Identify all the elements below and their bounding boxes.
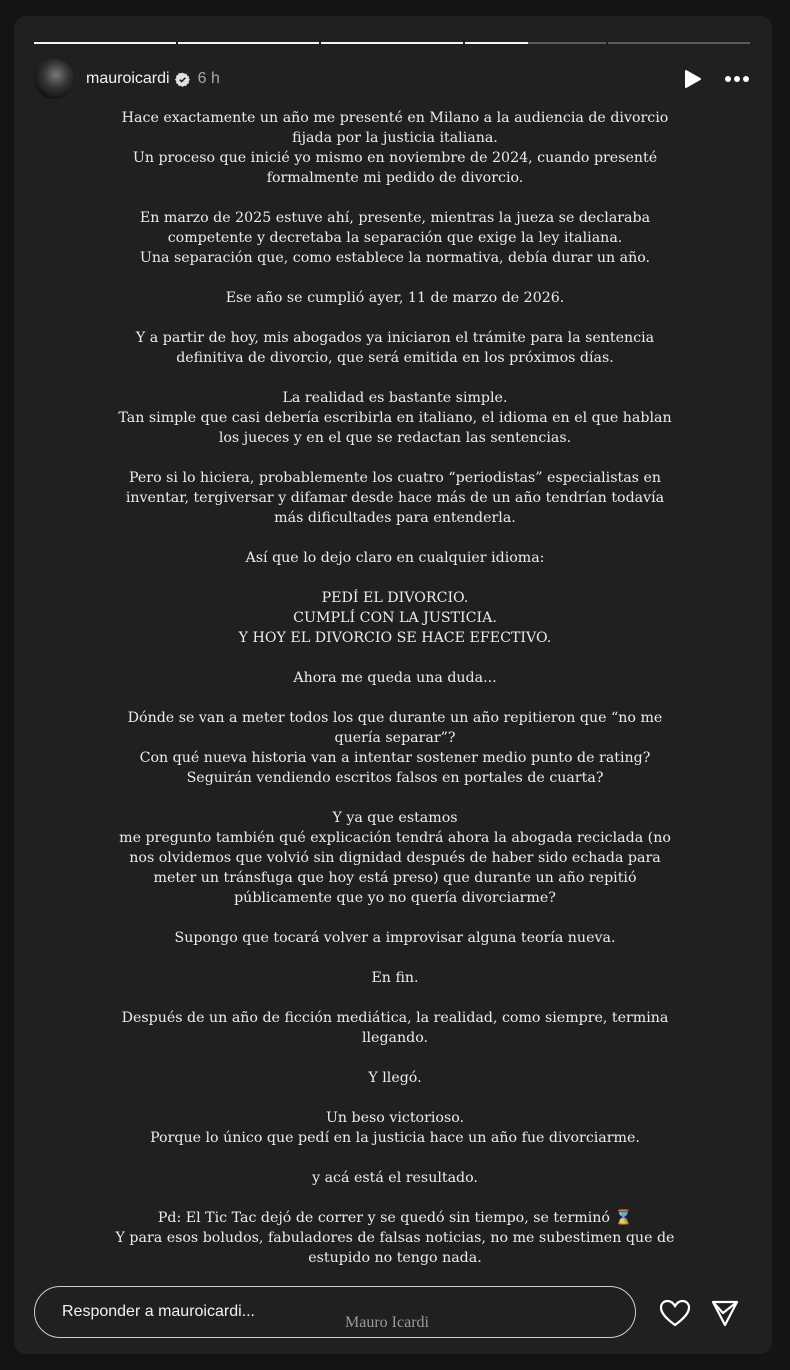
story-line: formalmente mi pedido de divorcio. bbox=[266, 170, 524, 186]
story-line: CUMPLÍ CON LA JUSTICIA. bbox=[293, 610, 497, 626]
story-paragraph bbox=[40, 928, 750, 948]
story-line: Después de un año de ficción mediática, la realidad, como siempre, termina bbox=[121, 1010, 669, 1026]
story-line: Dónde se van a meter todos los que durante un año repitieron que “no me bbox=[127, 710, 663, 726]
play-icon[interactable] bbox=[684, 69, 702, 89]
story-line: Y a partir de hoy, mis abogados ya iniciaron el trámite para la sentencia bbox=[135, 330, 655, 346]
story-line: Un beso victorioso. bbox=[325, 1110, 465, 1126]
story-line: En fin. bbox=[371, 970, 419, 986]
story-progress-bars bbox=[34, 42, 750, 44]
story-paragraph bbox=[40, 388, 750, 448]
story-paragraph bbox=[40, 808, 750, 908]
story-paragraph bbox=[40, 1068, 750, 1088]
story-paragraph bbox=[40, 1168, 750, 1188]
reply-placeholder: Responder a mauroicardi... bbox=[62, 1303, 255, 1320]
story-line: Y HOY EL DIVORCIO SE HACE EFECTIVO. bbox=[238, 630, 552, 646]
story-line: Seguirán vendiendo escritos falsos en portales de cuarta? bbox=[186, 770, 604, 786]
story-line: Una separación que, como establece la normativa, debía durar un año. bbox=[139, 250, 651, 266]
story-line: Supongo que tocará volver a improvisar alguna teoría nueva. bbox=[174, 930, 616, 946]
story-line: fijada por la justicia italiana. bbox=[292, 130, 498, 146]
story-paragraph bbox=[40, 548, 750, 568]
story-line: nos olvidemos que volvió sin dignidad después de haber sido echada para bbox=[129, 850, 661, 866]
story-line: quería separar”? bbox=[334, 730, 456, 746]
reply-input[interactable] bbox=[34, 1286, 636, 1338]
story-line: La realidad es bastante simple. bbox=[282, 390, 508, 406]
story-line: públicamente que yo no quería divorciarme? bbox=[234, 890, 556, 906]
story-paragraph bbox=[40, 668, 750, 688]
story-paragraph bbox=[40, 1108, 750, 1148]
story-header bbox=[34, 59, 750, 99]
story-paragraph bbox=[40, 1208, 750, 1268]
story-line: competente y decretaba la separación que exige la ley italiana. bbox=[167, 230, 623, 246]
progress-segment bbox=[34, 42, 176, 44]
story-line: Así que lo dejo claro en cualquier idioma: bbox=[245, 550, 545, 566]
story-line: Porque lo único que pedí en la justicia hace un año fue divorciarme. bbox=[150, 1130, 640, 1146]
story-line: me pregunto también qué explicación tendrá ahora la abogada reciclada (no bbox=[119, 830, 671, 846]
avatar[interactable] bbox=[34, 59, 74, 99]
progress-fill bbox=[465, 42, 529, 44]
watermark: Mauro Icardi bbox=[345, 1314, 429, 1331]
post-time: 6 h bbox=[197, 70, 220, 87]
story-line: y acá está el resultado. bbox=[312, 1170, 478, 1186]
story-paragraph bbox=[40, 968, 750, 988]
story-paragraph bbox=[40, 208, 750, 268]
story-line: meter un tránsfuga que hoy está preso) que durante un año repitió bbox=[153, 870, 637, 886]
story-line: Y para esos boludos, fabuladores de falsas noticias, no me subestimen que de bbox=[115, 1230, 675, 1246]
progress-fill bbox=[321, 42, 463, 44]
send-share-icon[interactable] bbox=[710, 1298, 740, 1328]
progress-segment bbox=[321, 42, 463, 44]
more-options-icon[interactable] bbox=[724, 75, 750, 83]
like-heart-icon[interactable] bbox=[659, 1298, 691, 1328]
story-line: llegando. bbox=[361, 1030, 429, 1046]
username[interactable]: mauroicardi bbox=[86, 70, 170, 87]
story-line: Hace exactamente un año me presenté en Milano a la audiencia de divorcio bbox=[121, 110, 669, 126]
progress-fill bbox=[34, 42, 176, 44]
story-line: más dificultades para entenderla. bbox=[274, 510, 516, 526]
story-line: definitiva de divorcio, que será emitida en los próximos días. bbox=[176, 350, 614, 366]
story-line: inventar, tergiversar y difamar desde hace más de un año tendrían todavía bbox=[125, 490, 665, 506]
verified-badge-icon bbox=[175, 72, 190, 87]
story-paragraph bbox=[40, 588, 750, 648]
story-line: PEDÍ EL DIVORCIO. bbox=[321, 590, 469, 606]
story-line: Tan simple que casi debería escribirla en italiano, el idioma en el que hablan bbox=[118, 410, 672, 426]
story-paragraph bbox=[40, 468, 750, 528]
progress-segment bbox=[608, 42, 750, 44]
story-line: Y llegó. bbox=[368, 1070, 422, 1086]
story-line: Con qué nueva historia van a intentar sostener medio punto de rating? bbox=[139, 750, 651, 766]
story-text bbox=[40, 108, 750, 1288]
progress-fill bbox=[178, 42, 320, 44]
story-line: estupido no tengo nada. bbox=[308, 1250, 482, 1266]
story-line: Pd: El Tic Tac dejó de correr y se quedó sin tiempo, se terminó ⌛ bbox=[157, 1210, 633, 1226]
story-paragraph bbox=[40, 288, 750, 308]
story-paragraph bbox=[40, 108, 750, 188]
story-line: Pero si lo hiciera, probablemente los cuatro “periodistas” especialistas en bbox=[128, 470, 661, 486]
progress-segment bbox=[178, 42, 320, 44]
story-line: Ahora me queda una duda... bbox=[293, 670, 497, 686]
story-line: Y ya que estamos bbox=[332, 810, 458, 826]
story-line: los jueces y en el que se redactan las sentencias. bbox=[218, 430, 572, 446]
story-line: Un proceso que inicié yo mismo en noviembre de 2024, cuando presenté bbox=[132, 150, 658, 166]
story-paragraph bbox=[40, 1008, 750, 1048]
story-line: Ese año se cumplió ayer, 11 de marzo de 2026. bbox=[225, 290, 565, 306]
story-line: En marzo de 2025 estuve ahí, presente, mientras la jueza se declaraba bbox=[139, 210, 651, 226]
story-paragraph bbox=[40, 328, 750, 368]
progress-segment bbox=[465, 42, 607, 44]
story-paragraph bbox=[40, 708, 750, 788]
